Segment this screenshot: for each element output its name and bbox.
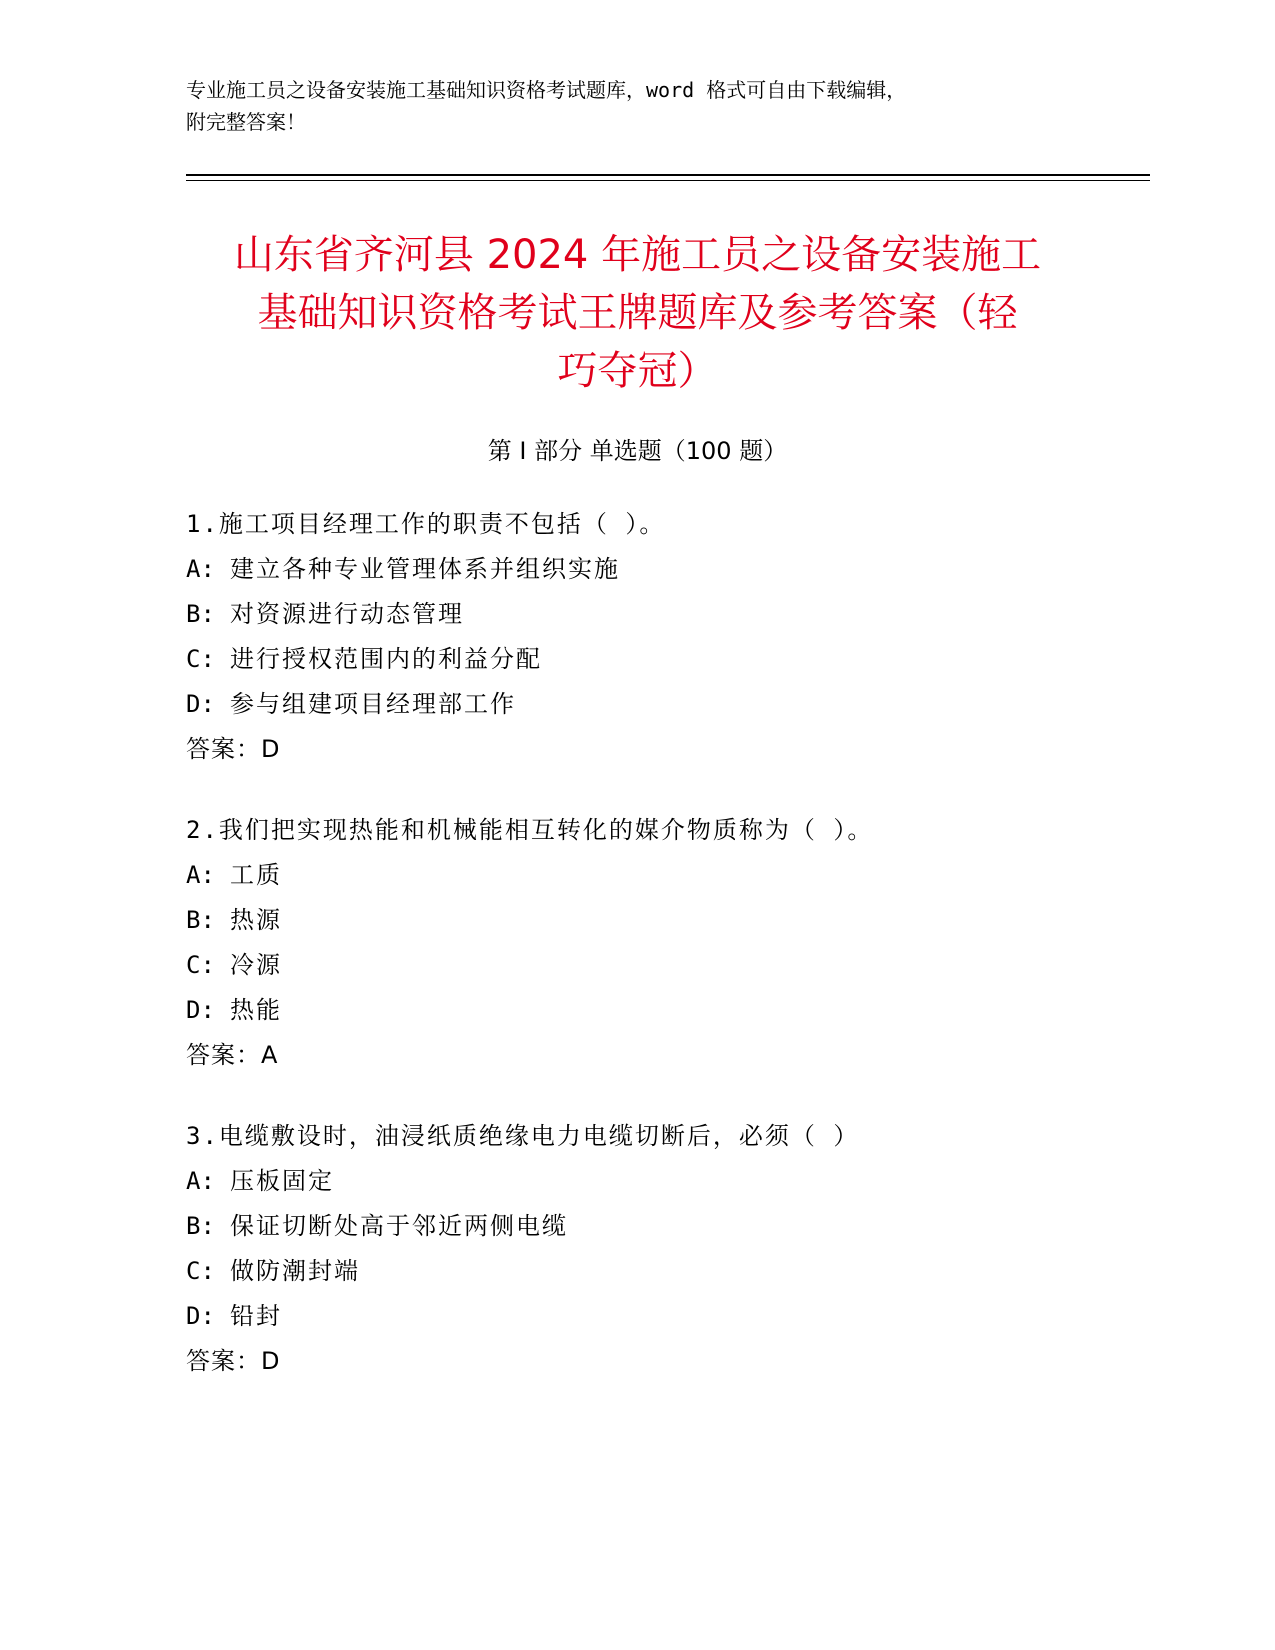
question-2 xyxy=(186,808,1136,1078)
option-text: 铅封 xyxy=(230,1302,282,1330)
option-c xyxy=(186,943,1136,988)
question-3 xyxy=(186,1114,1136,1384)
option-d xyxy=(186,682,1136,727)
question-stem: 2.我们把实现热能和机械能相互转化的媒介物质称为（ ）。 xyxy=(186,816,874,844)
option-text: 参与组建项目经理部工作 xyxy=(230,690,516,718)
option-label: C: xyxy=(186,645,215,673)
option-label: A: xyxy=(186,861,215,889)
option-a xyxy=(186,853,1136,898)
document-title-line-1: 山东省齐河县 2024 年施工员之设备安装施工 xyxy=(233,232,1042,278)
document-title-line-2: 基础知识资格考试王牌题库及参考答案（轻 xyxy=(257,290,1018,336)
document-title xyxy=(160,226,1115,400)
option-label: D: xyxy=(186,1302,215,1330)
answer-prefix: 答案： xyxy=(186,735,261,763)
option-text: 对资源进行动态管理 xyxy=(230,600,464,628)
question-stem: 3.电缆敷设时，油浸纸质绝缘电力电缆切断后，必须（ ） xyxy=(186,1122,860,1150)
header-divider-thin xyxy=(186,180,1150,181)
option-label: B: xyxy=(186,1212,215,1240)
option-label: A: xyxy=(186,1167,215,1195)
header-divider-thick xyxy=(186,174,1150,176)
option-text: 建立各种专业管理体系并组织实施 xyxy=(230,555,620,583)
option-a xyxy=(186,1159,1136,1204)
answer xyxy=(186,1339,1136,1384)
question-1 xyxy=(186,502,1136,772)
option-b xyxy=(186,898,1136,943)
option-text: 热能 xyxy=(230,996,282,1024)
option-b xyxy=(186,1204,1136,1249)
answer xyxy=(186,727,1136,772)
option-label: B: xyxy=(186,906,215,934)
header-note xyxy=(186,74,1066,138)
header-note-line-1: 专业施工员之设备安装施工基础知识资格考试题库，word 格式可自由下载编辑， xyxy=(186,78,907,102)
option-c xyxy=(186,637,1136,682)
answer-value: D xyxy=(261,1347,281,1375)
option-text: 进行授权范围内的利益分配 xyxy=(230,645,542,673)
option-label: B: xyxy=(186,600,215,628)
option-label: A: xyxy=(186,555,215,583)
option-text: 冷源 xyxy=(230,951,282,979)
option-label: C: xyxy=(186,1257,215,1285)
option-text: 保证切断处高于邻近两侧电缆 xyxy=(230,1212,568,1240)
answer xyxy=(186,1033,1136,1078)
answer-prefix: 答案： xyxy=(186,1041,261,1069)
option-c xyxy=(186,1249,1136,1294)
option-b xyxy=(186,592,1136,637)
option-d xyxy=(186,1294,1136,1339)
answer-prefix: 答案： xyxy=(186,1347,261,1375)
answer-value: D xyxy=(261,735,281,763)
option-label: C: xyxy=(186,951,215,979)
header-note-line-2: 附完整答案！ xyxy=(186,110,306,134)
option-text: 做防潮封端 xyxy=(230,1257,360,1285)
option-text: 热源 xyxy=(230,906,282,934)
section-heading: 第 I 部分 单选题（100 题） xyxy=(487,437,788,465)
option-d xyxy=(186,988,1136,1033)
option-label: D: xyxy=(186,996,215,1024)
question-stem: 1.施工项目经理工作的职责不包括（ ）。 xyxy=(186,510,666,538)
option-text: 工质 xyxy=(230,861,282,889)
option-label: D: xyxy=(186,690,215,718)
document-title-line-3: 巧夺冠） xyxy=(557,348,718,394)
option-text: 压板固定 xyxy=(230,1167,334,1195)
answer-value: A xyxy=(261,1041,279,1069)
option-a xyxy=(186,547,1136,592)
